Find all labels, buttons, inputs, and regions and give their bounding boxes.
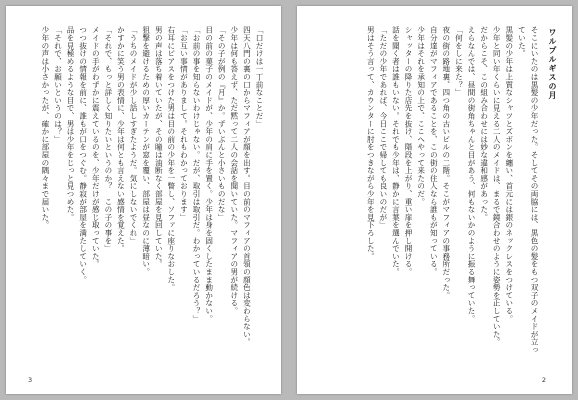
- text-line: そこにいたのは黒髪の少年だった。そしてその両脇には、黒色の髪をもつ双子のメイドが立っていた。: [517, 26, 539, 354]
- right-page: [297, 6, 572, 394]
- text-line: 「それで、もっと詳しく知りたいというのか？ この子の事を」: [103, 26, 113, 253]
- text-line: シャッターの降りた店先を抜け、階段を上がり、重い扉を押し開ける。: [404, 26, 414, 276]
- text-line: 少年と同い年くらいに見える二人のメイドは、まるで鏡合わせのように姿勢を正していた。: [492, 26, 502, 346]
- text-line: 「ただの少年であれば、今日ここで帰しても良いのだが」: [378, 26, 388, 229]
- left-page-number: 3: [28, 376, 33, 384]
- text-line: 黒髪の少年は上質なシャツとズボンを纏い、首元には銀のネックレスをつけている。: [504, 26, 514, 323]
- text-line: 「それで、お願いというのは？」: [53, 26, 63, 143]
- text-line: 「その子が例の『月』か。ずいぶんと小さいものだな」: [217, 26, 227, 221]
- text-line: メイドの手がわずかに震えているのを、少年だけが感じ取っていた。: [91, 26, 101, 268]
- text-line: 「お前の事を知らないわけじゃない。だが、取引は取引だ。わかっているだろう？」: [192, 26, 202, 323]
- text-line: 狙撃を避けるための厚いカーテンが窓を覆い、部屋は昼なのに薄暗い。: [141, 26, 151, 276]
- text-line: だからこそ、この組み合わせには妙な違和感があった。: [479, 26, 489, 221]
- text-line: えらなんでは、昼間の街角ちゃんと目があう、何もないかのように振る舞っていた。: [467, 26, 477, 323]
- text-line: 夜の街の路地裏、四つ角の古いビルの二階。そこがマフィアの事務所だった。: [441, 26, 451, 299]
- text-line: 「何をしに来た？」: [454, 26, 464, 97]
- right-page-number: 2: [541, 376, 546, 384]
- text-line: 男の声は落ち着いていたが、その瞳は油断なく部屋を見回していた。: [154, 26, 164, 268]
- text-line: 話を聞く者は誰もいない。それでも少年は、静かに言葉を選んでいた。: [391, 26, 401, 276]
- text-line: 四天八門の裏の口からマフィアが顔を出す。目の前のマフィアの首領の顔色は変わらない。: [242, 26, 252, 346]
- text-line: かすかに笑う男の表情に、少年は何とも言えない感情を覚えた。: [116, 26, 126, 253]
- text-line: 少年の声は小さかったが、確かに部屋の隅々まで届いた。: [40, 26, 50, 229]
- text-line: 自分達がマフィアであることを、この街の住人なら誰もが知っている。: [429, 26, 439, 276]
- right-page-body-text: [330, 26, 540, 358]
- text-line: 少年は何も答えず、ただ黙って二人の会話を聞いていた。マフィアの男が続ける。: [229, 26, 239, 315]
- text-line: 「お互い事情がありまして。それもわかっております」: [179, 26, 189, 221]
- text-line: つつ抜けの情報を前に、誰もが口をつぐむ。静寂が部屋を満たしていく。: [78, 26, 88, 284]
- text-line: 男はそう言って、カウンターに肘をつきながら少年を見下ろした。: [366, 26, 376, 260]
- text-line: 右耳にピアスをつけた男は目の前の少年を一瞥し、ソファに座りなおした。: [166, 26, 176, 292]
- text-line: 「口だけは一丁前なことだ」: [255, 26, 264, 128]
- text-line: 少年はそれを承知の上で、ここへやって来たのだ。: [416, 26, 426, 206]
- text-line: 品を見極めるような目で、男は少年をじっと見つめた。: [66, 26, 76, 221]
- left-page: [6, 6, 281, 394]
- text-line: 目の前の菓子のメイドが、少年の肩に手を置く。少年は身を固くしたまま動かない。: [204, 26, 214, 323]
- text-line: 「うちのメイドが少し話しすぎたようだ。気にしないでくれ」: [129, 26, 139, 245]
- left-page-body-text: [29, 26, 265, 358]
- chapter-title: ワルプルギスの月: [548, 28, 557, 100]
